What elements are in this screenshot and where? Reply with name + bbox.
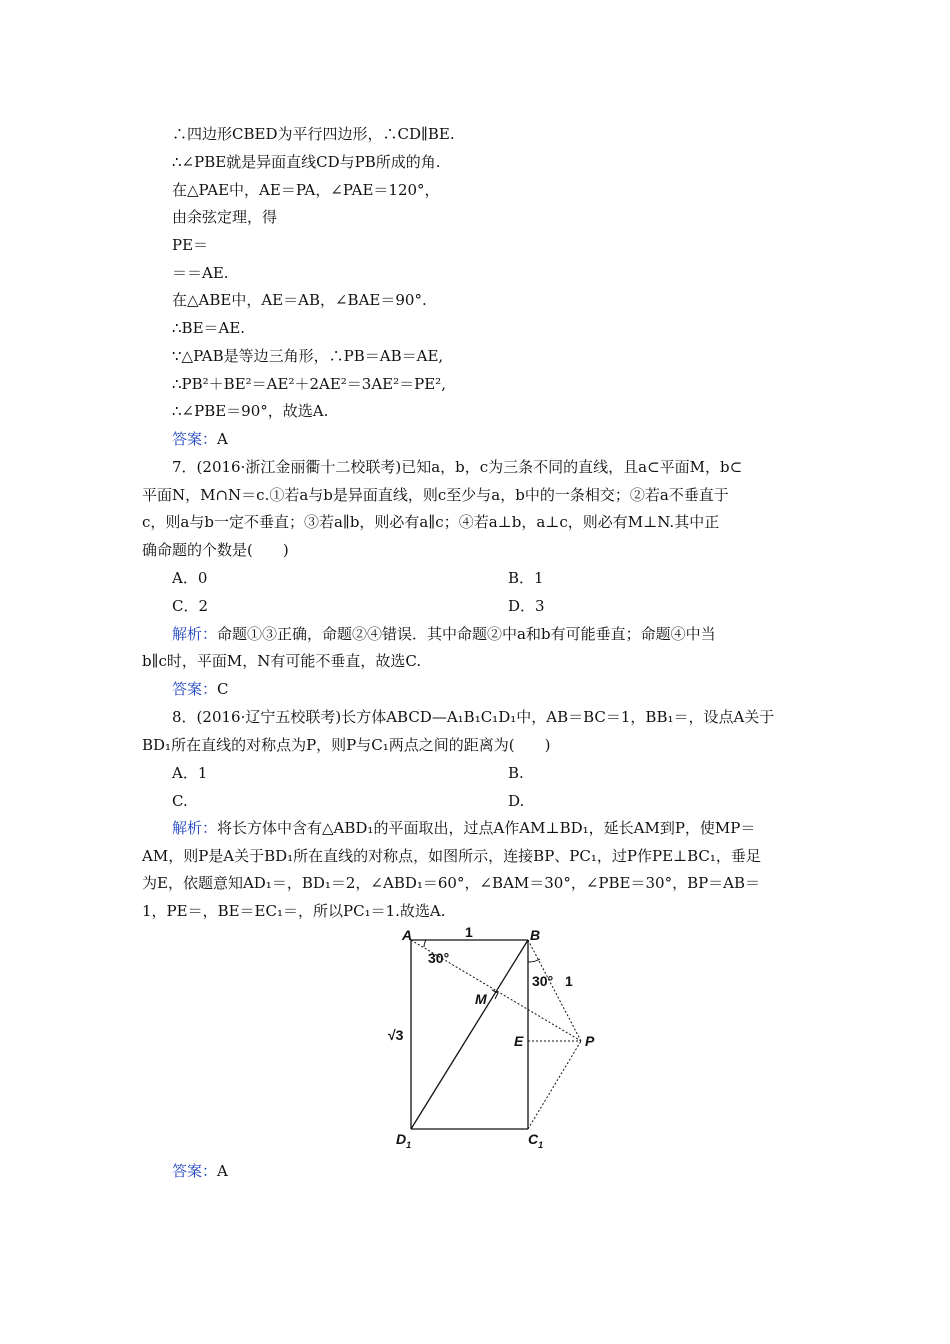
diagonal-bd1	[411, 940, 528, 1129]
text-line: ∴∠PBE就是异面直线CD与PB所成的角.	[172, 153, 441, 171]
analysis-text: 命题①③正确，命题②④错误．其中命题②中a和b有可能垂直；命题④中当	[217, 625, 716, 643]
analysis-label: 解析：	[172, 625, 218, 643]
label-angle-a: 30°	[428, 950, 450, 966]
line-pc1	[528, 1041, 581, 1129]
label-p: P	[585, 1033, 595, 1049]
question-line: 平面N，M∩N＝c.①若a与b是异面直线，则c至少与a，b中的一条相交；②若a不垂直于	[142, 486, 729, 504]
analysis-line: AM，则P是A关于BD₁所在直线的对称点，如图所示，连接BP、PC₁，过P作PE⊥BC₁，垂足	[142, 847, 761, 865]
label-a: A	[402, 927, 413, 943]
option-b: B．1	[508, 569, 544, 587]
option-a: A．1	[172, 764, 208, 782]
answer-value: A	[217, 1162, 228, 1180]
label-side-ad: √3	[388, 1027, 404, 1043]
analysis-label: 解析：	[172, 819, 218, 837]
answer-label: 答案：	[172, 680, 218, 698]
text-line: ∵△PAB是等边三角形，∴PB＝AB＝AE,	[172, 347, 444, 365]
angle-arc-a	[424, 940, 426, 947]
analysis-line	[172, 624, 716, 644]
label-side-ab: 1	[465, 926, 473, 940]
analysis-line: 1，PE＝，BE＝EC₁＝，所以PC₁＝1.故选A.	[142, 902, 446, 920]
option-c: C.	[172, 792, 188, 810]
label-e: E	[514, 1033, 524, 1049]
text-line: 在△ABE中，AE＝AB，∠BAE＝90°.	[172, 291, 427, 309]
label-c1: $C_1$	[528, 1131, 544, 1150]
text-line: ＝＝AE.	[172, 264, 229, 282]
option-b: B.	[508, 764, 524, 782]
line-bp	[528, 940, 581, 1041]
answer-line	[172, 1161, 228, 1181]
geometry-figure	[380, 926, 610, 1156]
label-m: M	[475, 991, 487, 1007]
label-b: B	[530, 927, 541, 943]
answer-value: A	[217, 430, 228, 448]
analysis-line	[172, 818, 755, 838]
question-line: 8．(2016·辽宁五校联考)长方体ABCD—A₁B₁C₁D₁中，AB＝BC＝1，BB₁＝，设点A关于	[172, 708, 775, 726]
label-d1: $D_1$	[396, 1131, 412, 1150]
answer-value: C	[217, 680, 229, 698]
text-line: 由余弦定理，得	[172, 208, 278, 226]
text-line: PE＝	[172, 236, 209, 254]
option-c: C．2	[172, 597, 209, 615]
answer-line	[172, 429, 228, 449]
analysis-text: 将长方体中含有△ABD₁的平面取出，过点A作AM⊥BD₁，延长AM到P，使MP＝	[217, 819, 756, 837]
text-line: ∴∠PBE＝90°，故选A.	[172, 402, 329, 420]
option-a: A．0	[172, 569, 208, 587]
option-d: D.	[508, 792, 525, 810]
label-side-bp: 1	[565, 973, 573, 989]
question-line: BD₁所在直线的对称点为P，则P与C₁两点之间的距离为( )	[142, 736, 551, 754]
text-line: ∴PB²＋BE²＝AE²＋2AE²＝3AE²＝PE²,	[172, 375, 446, 393]
label-angle-b: 30°	[532, 973, 554, 989]
answer-label: 答案：	[172, 430, 218, 448]
question-line: 确命题的个数是( )	[142, 541, 289, 559]
angle-arc-b	[528, 959, 540, 962]
answer-line	[172, 679, 229, 699]
analysis-line: b∥c时，平面M，N有可能不垂直，故选C.	[142, 652, 422, 670]
text-line: ∴四边形CBED为平行四边形，∴CD∥BE.	[172, 125, 455, 143]
option-d: D．3	[508, 597, 545, 615]
question-line: c，则a与b一定不垂直；③若a∥b，则必有a∥c；④若a⊥b，a⊥c，则必有M⊥N.其中正	[142, 513, 720, 531]
text-line: ∴BE＝AE.	[172, 319, 246, 337]
text-line: 在△PAE中，AE＝PA，∠PAE＝120°，	[172, 181, 440, 199]
answer-label: 答案：	[172, 1162, 218, 1180]
analysis-line: 为E，依题意知AD₁＝，BD₁＝2，∠ABD₁＝60°，∠BAM＝30°，∠PBE＝30°，BP＝AB＝	[142, 874, 761, 892]
question-line: 7．(2016·浙江金丽衢十二校联考)已知a，b，c为三条不同的直线，且a⊂平面M，b⊂	[172, 458, 743, 476]
